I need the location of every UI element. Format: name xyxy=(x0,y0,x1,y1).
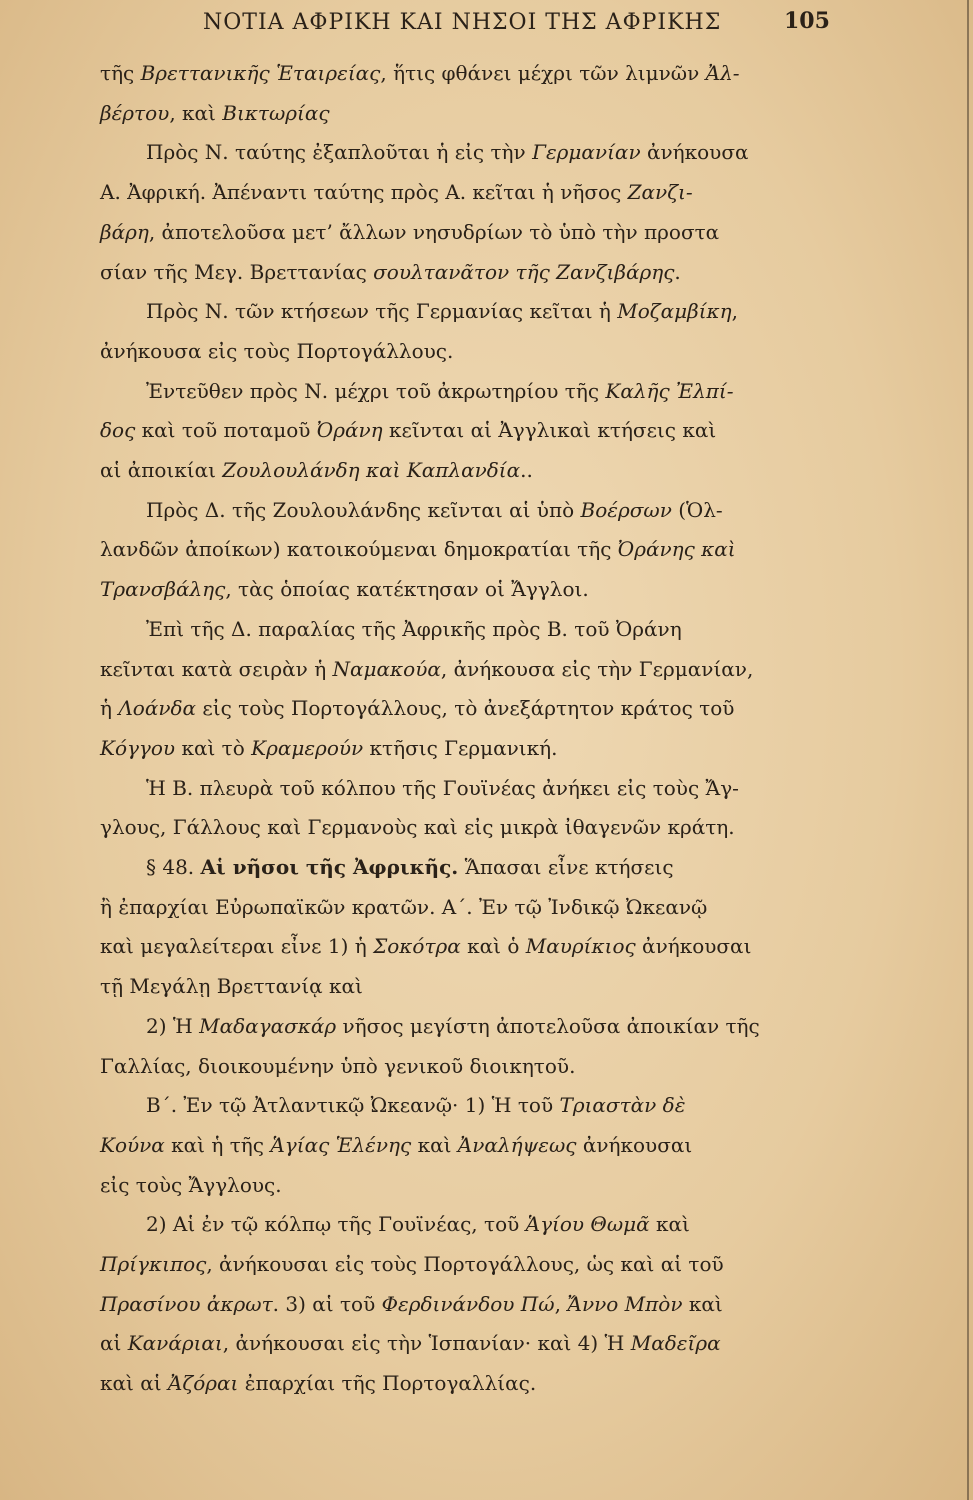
text-line xyxy=(146,497,723,523)
text-run: κεῖνται αἱ Ἀγγλικαὶ κτήσεις καὶ xyxy=(382,418,717,443)
text-run: εἰς τοὺς Ἄγγλους. xyxy=(100,1172,282,1197)
italic-term: Καλῆς Ἐλπί- xyxy=(605,378,734,403)
text-run: γλους, Γάλλους καὶ Γερμανοὺς καὶ εἰς μικρὰ ἰθαγενῶν κράτη. xyxy=(100,815,735,840)
italic-term: Τριαστὰν δὲ xyxy=(559,1093,686,1118)
text-line xyxy=(100,1251,724,1277)
italic-term: Κανάριαι xyxy=(127,1331,223,1356)
italic-term: Μοζαμβίκη xyxy=(617,299,732,324)
italic-term: Βοέρσων xyxy=(580,497,672,522)
text-run: , καὶ xyxy=(169,100,223,125)
text-run: , ἀποτελοῦσα μετ’ ἄλλων νησυδρίων τὸ ὑπὸ τὴν προστα xyxy=(148,219,720,244)
text-run: τῇ Μεγάλῃ Βρεττανίᾳ καὶ xyxy=(100,974,363,999)
text-run: ἀνήκουσαι xyxy=(576,1132,693,1157)
text-run: , ἀνήκουσαι εἰς τὴν Ἱσπανίαν· καὶ 4) Ἡ xyxy=(222,1331,631,1356)
text-line xyxy=(100,457,533,483)
page-number: 105 xyxy=(784,8,830,34)
text-run: κεῖνται κατὰ σειρὰν ἡ xyxy=(100,656,333,681)
text-run: καὶ ἡ τῆς xyxy=(164,1132,271,1157)
text-run: 2) Αἱ ἐν τῷ κόλπῳ τῆς Γουϊνέας, τοῦ xyxy=(146,1212,526,1237)
text-line xyxy=(100,576,589,602)
text-run: αἱ ἀποικίαι xyxy=(100,458,223,482)
text-run: , τὰς ὁποίας κατέκτησαν οἱ Ἄγγλοι. xyxy=(225,577,589,602)
text-run: καὶ ὁ xyxy=(460,934,526,959)
text-line xyxy=(100,259,681,285)
italic-term: Κούνα xyxy=(100,1132,165,1157)
text-line xyxy=(146,298,738,324)
text-run: κτῆσις Γερμανική. xyxy=(363,735,558,760)
italic-term: Πρίγκιπος xyxy=(100,1252,207,1276)
text-run: , ἥτις φθάνει μέχρι τῶν λιμνῶν xyxy=(380,61,706,85)
text-line xyxy=(100,735,557,761)
text-run: καὶ xyxy=(411,1132,458,1157)
running-title: ΝΟΤΙΑ ΑΦΡΙΚΗ ΚΑΙ ΝΗΣΟΙ ΤΗΣ ΑΦΡΙΚΗΣ xyxy=(203,10,722,35)
text-line xyxy=(100,1370,536,1396)
italic-term: Μαδεῖρα xyxy=(630,1331,721,1356)
text-run: . xyxy=(674,259,681,284)
text-line xyxy=(100,933,751,959)
text-run: , xyxy=(731,299,739,324)
text-line xyxy=(100,536,736,562)
italic-term: Μαδαγασκάρ xyxy=(199,1013,337,1038)
text-run: τῆς xyxy=(100,61,141,85)
text-run: Πρὸς Ν. τῶν κτήσεων τῆς Γερμανίας κεῖται ἡ xyxy=(146,299,618,324)
italic-term: Γερμανίαν xyxy=(532,140,641,165)
italic-term: Λοάνδα xyxy=(118,696,197,721)
page-edge xyxy=(967,0,969,1500)
text-line xyxy=(146,1092,685,1118)
italic-term: Κραμερούν xyxy=(251,735,364,760)
text-run: Ἅπασαι εἶνε κτήσεις xyxy=(458,855,674,879)
italic-term: Ναμακούα xyxy=(332,656,441,681)
text-run: Ἐντεῦθεν πρὸς Ν. μέχρι τοῦ ἀκρωτηρίου τῆς xyxy=(146,378,606,403)
italic-term: Τρανσβάλης xyxy=(100,577,226,602)
text-run: καὶ xyxy=(682,1291,723,1316)
text-line xyxy=(100,973,363,999)
italic-term: Φερδινάνδου Πώ xyxy=(381,1291,555,1316)
text-run: καὶ μεγαλείτεραι εἶνε 1) ἡ xyxy=(100,934,374,959)
italic-term: Ἀζόραι xyxy=(167,1371,239,1396)
text-line xyxy=(100,1053,575,1079)
text-run: , ἀνήκουσαι εἰς τοὺς Πορτογάλλους, ὡς καὶ αἱ τοῦ xyxy=(206,1252,724,1276)
text-run: Β΄. Ἐν τῷ Ἀτλαντικῷ Ὠκεανῷ· 1) Ἡ τοῦ xyxy=(146,1093,560,1118)
text-run: ἀνήκουσαι xyxy=(635,934,752,959)
text-run: ἐπαρχίαι τῆς Πορτογαλλίας. xyxy=(238,1371,537,1396)
text-run: καὶ τοῦ ποταμοῦ xyxy=(135,418,317,443)
text-run: εἰς τοὺς Πορτογάλλους, τὸ ἀνεξάρτητον κράτος τοῦ xyxy=(196,696,735,721)
text-run: Πρὸς Ν. ταύτης ἐξαπλοῦται ἡ εἰς τὴν xyxy=(146,140,533,165)
italic-term: Βρεττανικῆς Ἑταιρείας xyxy=(140,61,381,85)
text-line xyxy=(100,219,719,245)
text-line xyxy=(100,656,753,682)
text-line xyxy=(100,179,693,205)
text-run: ἢ ἐπαρχίαι Εὐρωπαϊκῶν κρατῶν. Α΄. Ἐν τῷ Ἰνδικῷ Ὠκεανῷ xyxy=(100,894,708,919)
italic-term: Ἁγίας Ἑλένης xyxy=(270,1132,412,1157)
text-line xyxy=(100,1330,721,1356)
text-line xyxy=(146,616,682,642)
text-run: Ἡ Β. πλευρὰ τοῦ κόλπου τῆς Γουϊνέας ἀνήκει εἰς τοὺς Ἄγ- xyxy=(146,775,739,800)
text-run: Α. Ἀφρική. Ἀπέναντι ταύτης πρὸς Α. κεῖται ἡ νῆσος xyxy=(100,180,628,205)
text-run: καὶ τὸ xyxy=(175,735,252,760)
italic-term: Ζανζι- xyxy=(627,180,693,205)
text-line xyxy=(100,100,330,126)
italic-term: Ὀράνης καὶ xyxy=(617,537,736,562)
page-header xyxy=(0,6,973,40)
text-run: ἀνήκουσα εἰς τοὺς Πορτογάλλους. xyxy=(100,338,454,363)
italic-term: σουλτανᾶτον τῆς Ζανζιβάρης xyxy=(373,259,675,284)
text-run: , ἀνήκουσα εἰς τὴν Γερμανίαν, xyxy=(440,656,754,681)
text-line xyxy=(100,60,740,86)
text-run: . 3) αἱ τοῦ xyxy=(272,1291,382,1316)
text-line xyxy=(146,139,748,165)
italic-term: Σοκότρα xyxy=(373,934,461,959)
text-line xyxy=(100,417,716,443)
text-line xyxy=(146,775,739,801)
italic-term: Ἀναλήψεως xyxy=(457,1132,577,1157)
text-line xyxy=(146,1211,690,1237)
text-line xyxy=(100,894,707,920)
text-line xyxy=(146,1013,760,1039)
italic-term: Πρασίνου ἀκρωτ xyxy=(100,1291,273,1316)
text-line xyxy=(100,1172,282,1198)
italic-term: Κόγγου xyxy=(100,735,176,760)
text-run: Γαλλίας, διοικουμένην ὑπὸ γενικοῦ διοικητοῦ. xyxy=(100,1053,576,1078)
text-run: § 48. xyxy=(146,855,201,879)
text-run: (Ὁλ- xyxy=(671,497,723,522)
text-line xyxy=(146,854,674,880)
text-run: Πρὸς Δ. τῆς Ζουλουλάνδης κεῖνται αἱ ὑπὸ xyxy=(146,497,581,522)
text-line xyxy=(100,695,734,721)
italic-term: βέρτου xyxy=(100,100,170,125)
italic-term: δος xyxy=(100,418,136,443)
text-run: 2) Ἡ xyxy=(146,1013,200,1038)
italic-term: Ἄννο Μπὸν xyxy=(567,1291,683,1316)
italic-term: Ἀλ- xyxy=(705,61,740,85)
text-run: νῆσος μεγίστη ἀποτελοῦσα ἀποικίαν τῆς xyxy=(336,1013,760,1038)
text-run: αἱ xyxy=(100,1331,128,1356)
text-run: σίαν τῆς Μεγ. Βρεττανίας xyxy=(100,259,374,284)
text-run: , xyxy=(554,1291,568,1316)
text-run: λανδῶν ἀποίκων) κατοικούμεναι δημοκρατίαι τῆς xyxy=(100,537,618,562)
text-run: καὶ xyxy=(649,1212,690,1237)
text-line xyxy=(100,814,735,840)
text-line xyxy=(100,338,453,364)
text-line xyxy=(100,1132,692,1158)
text-line xyxy=(100,1291,723,1317)
italic-term: Μαυρίκιος xyxy=(525,934,636,959)
italic-term: Ὀράνη xyxy=(316,418,383,443)
text-run: ἀνήκουσα xyxy=(640,140,749,165)
text-run: ἡ xyxy=(100,696,119,721)
section-heading: Αἱ νῆσοι τῆς Ἀφρικῆς. xyxy=(200,855,459,879)
text-line xyxy=(146,378,734,404)
italic-term: Ἁγίου Θωμᾶ xyxy=(525,1212,650,1237)
text-run: καὶ αἱ xyxy=(100,1371,168,1396)
text-run: .. xyxy=(520,458,533,482)
italic-term: Βικτωρίας xyxy=(222,100,330,125)
italic-term: βάρη xyxy=(100,219,149,244)
text-run: Ἐπὶ τῆς Δ. παραλίας τῆς Ἀφρικῆς πρὸς Β. τοῦ Ὀράνη xyxy=(146,616,682,641)
italic-term: Ζουλουλάνδη καὶ Καπλανδία xyxy=(222,458,521,482)
